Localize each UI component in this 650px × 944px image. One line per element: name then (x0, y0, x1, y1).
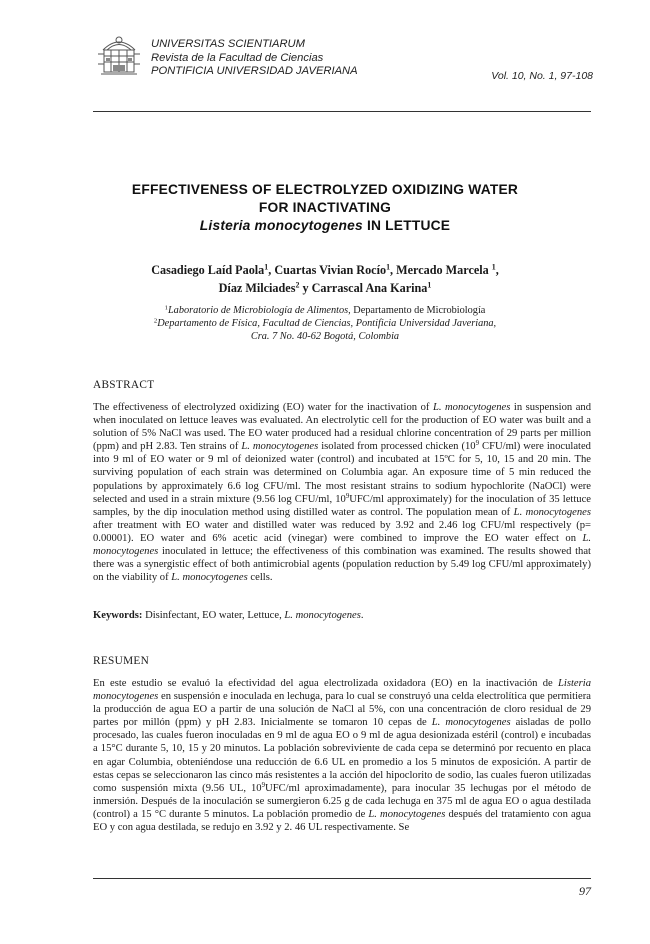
paper-title (60, 181, 590, 235)
journal-university: PONTIFICIA UNIVERSIDAD JAVERIANA (151, 65, 358, 78)
abstract-text: in suspension and when inoculated on lettuce leaves was evaluated. An electrolytic cell for the production of EO water was built and a solution of 5% NaCl was used. The EO water produced had a residual chlorine concentration of 29 parts per million (ppm) and pH 2.83. Ten strains of (93, 402, 591, 453)
abstract-heading: ABSTRACT (93, 379, 155, 391)
abstract-text: cells. (247, 572, 273, 584)
author-4-affiliation: 2 (295, 280, 300, 290)
affiliation-address: Cra. 7 No. 40-62 Bogotá, Colombia (250, 331, 400, 342)
resumen-text: en suspensión e inoculada en lechuga, para lo cual se construyó una celda electrolítica que permitiera la producción de agua EO a partir de una solución de NaCl al 5%, con una concentración de cloro residual de 29 partes por millón (ppm) y pH 2.83. Inicialmente se tomaron 10 cepas de (93, 691, 591, 729)
affiliation-2-marker: 2 (153, 317, 158, 325)
journal-header (151, 38, 358, 79)
journal-name: UNIVERSITAS SCIENTIARUM (151, 38, 305, 50)
title-line-1: EFFECTIVENESS OF ELECTROLYZED OXIDIZING WATER (131, 182, 519, 197)
resumen-text: En este estudio se evaluó la efectividad del agua electrolizada oxidadora (EO) en la inactivación de (93, 678, 559, 689)
author-4: Díaz Milciades (218, 280, 296, 295)
exponent: 9 (345, 492, 350, 500)
author-1: Casadiego Laíd Paola (151, 263, 265, 277)
title-line-3 (60, 217, 590, 235)
resumen-body (93, 677, 591, 834)
abstract-text: isolated from processed chicken (10 (318, 441, 476, 453)
footer-rule (93, 878, 591, 879)
author-3-affiliation: 1 (491, 262, 496, 272)
author-2-affiliation: 1 (386, 262, 391, 272)
resumen-text: después del tratamiento con agua EO y con agua destilada, se redujo en 3.92 y 2. 46 UL respectivamente. Se (93, 808, 591, 834)
abstract-text: inoculated in lettuce; the effectiveness of this combination was examined. The results showed that there was a synergistic effect of both antimicrobial agents (population reduction by 5.49 log CFU/ml approximately) on the viability of (93, 546, 591, 584)
author-list: Casadiego Laíd Paola$^1$, Cuartas Vivian Rocío$^1$, Mercado Marcela $^1$, Díaz Milciades$^2$ y Carrascal Ana Karina$^1$ (151, 262, 499, 295)
species-name: L. monocytogenes (241, 441, 319, 453)
species-name: L. monocytogenes (431, 717, 511, 729)
journal-subtitle: Revista de la Facultad de Ciencias (151, 51, 324, 64)
affiliation-2-dept: Departamento de Física, Facultad de Ciencias, Pontificia Universidad Javeriana, (157, 318, 497, 329)
abstract-text: after treatment with EO water and distilled water was reduced by 3.92 and 2.46 log CFU/ml respectively (p= 0.00001). EO water and 6% acetic acid (vinegar) were combined to improve the EO water effect on (93, 519, 591, 544)
species-name: L. monocytogenes (513, 506, 591, 518)
abstract-text: CFU/ml) were inoculated into 9 ml of EO water or 9 ml of deionized water (control) and incubated at 15ºC for 5, 10, 15 and 20 min. The surviving population of each strain was determined on Columbia agar. An exposure time of 5 min reduced the populations by approximately 6.6 log CFU/ml. The most resistant strains to sodium hypochlorite (NaOCl) were selected and used in a strain mixture (9.56 log CFU/ml, 10 (93, 441, 591, 505)
keywords-label: Keywords: (93, 610, 143, 621)
abstract-text: UFC/ml approximately) for the inoculation of 35 lettuce samples, by the dip inoculation method using distilled water as control. The population mean of (93, 493, 591, 518)
keywords (93, 610, 591, 621)
author-5: y Carrascal Ana Karina (302, 280, 428, 295)
exponent: 9 (475, 440, 480, 448)
author-3: Mercado Marcela (396, 263, 492, 277)
affiliations (60, 304, 590, 343)
author-2: Cuartas Vivian Rocío (274, 263, 387, 277)
species-name: L. monocytogenes (171, 572, 248, 584)
resumen-text: UFC/ml aproximadamente), para inocular 35 lechugas por el método de inmersión. Después de la inoculación se sumergieron 6.25 g de cada lechuga en 375 ml de agua EO o agua destilada (control) a 15 °C durante 5 minutos. La población promedio de (93, 782, 591, 820)
keywords-end: . (360, 610, 364, 621)
keywords-list: Disinfectant, EO water, Lettuce, (142, 610, 285, 621)
university-seal-logo (93, 30, 145, 78)
affiliation-1-dept: Departamento de Microbiología (350, 305, 486, 316)
abstract-body (93, 401, 591, 584)
title-line-3-rest: IN LETTUCE (362, 218, 451, 233)
resumen-heading: RESUMEN (93, 655, 150, 667)
volume-info: Vol. 10, No. 1, 97-108 (491, 70, 593, 82)
affiliation-1-lab: Laboratorio de Microbiología de Alimentos, (167, 305, 351, 316)
species-name: Listeria monocytogenes (93, 678, 591, 703)
title-line-2: FOR INACTIVATING (258, 200, 392, 215)
exponent: 9 (261, 781, 266, 789)
author-1-affiliation: 1 (264, 262, 269, 272)
title-species: Listeria monocytogenes (199, 218, 363, 233)
species-name: L. monocytogenes (93, 532, 591, 558)
affiliation-1 (60, 304, 590, 317)
species-name: L. monocytogenes (368, 808, 446, 820)
affiliation-2 (60, 317, 590, 330)
abstract-text: The effectiveness of electrolyzed oxidizing (EO) water for the inactivation of (93, 402, 433, 413)
page-number: 97 (579, 884, 591, 898)
affiliation-1-marker: 1 (164, 304, 168, 312)
author-5-affiliation: 1 (427, 280, 432, 290)
resumen-text: aisladas de pollo procesado, las cuales fueron inoculadas en 9 ml de agua EO o 9 ml de agua desionizada estéril (control) e incubadas a 15°C durante 5, 10, 15 y 20 minutos. La población sobreviviente de cada cepa se determinó por recuento en placa en agar Columbia, obteniéndose una reducción de 6.6 UL en promedio a los 5 minutos de exposición. A partir de estas cepas se seleccionaron las cinco más resistentes a la acción del hipoclorito de sodio, las cuales fueron utilizadas como suspensión mixta (9.56 UL, 10 (93, 717, 591, 794)
keyword-species: L. monocytogenes (284, 610, 361, 621)
header-rule (93, 111, 591, 112)
species-name: L. monocytogenes (432, 402, 511, 413)
